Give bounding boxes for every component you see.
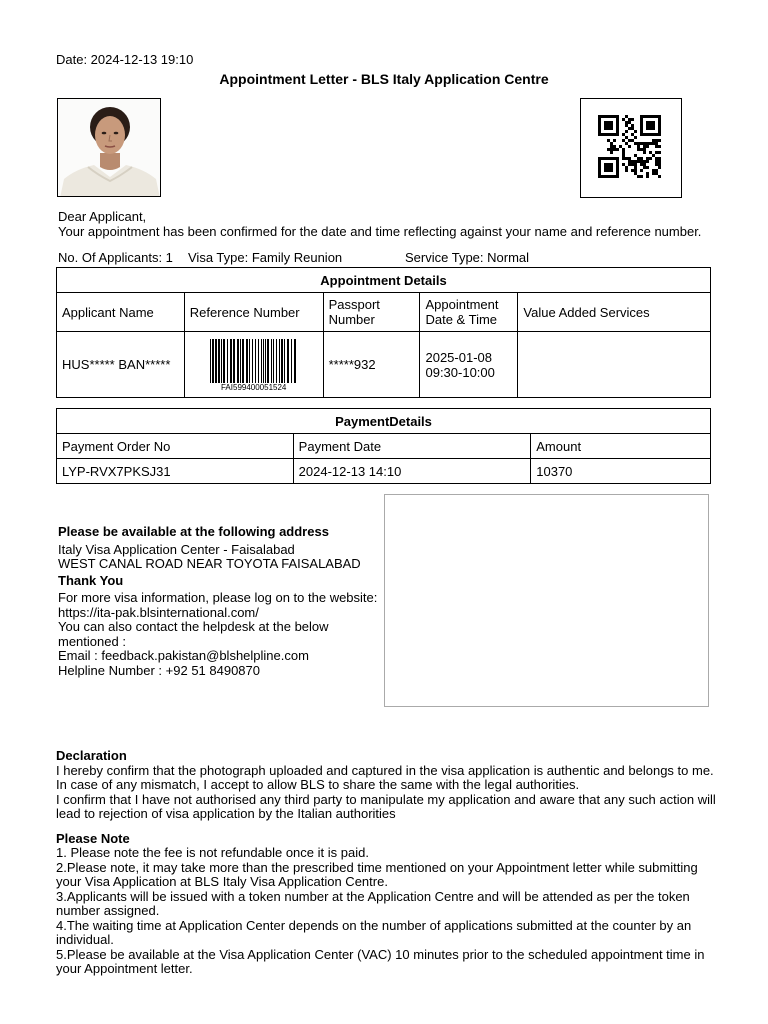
appointment-datetime <box>420 332 518 398</box>
declaration-text: I hereby confirm that the photograph uploaded and captured in the visa application is authentic and belongs to me. In case of any mismatch, I accept to allow BLS to share the same with the legal authorities. <box>56 762 714 792</box>
service-type: Service Type: Normal <box>405 250 530 265</box>
center-address: WEST CANAL ROAD NEAR TOYOTA FAISALABAD <box>58 556 361 571</box>
appointment-table <box>56 267 711 398</box>
note-item: 1. Please note the fee is not refundable once it is paid. <box>56 845 369 860</box>
passport-number: *****932 <box>323 332 420 398</box>
note-item: 3.Applicants will be issued with a token number at the Application Centre and will be attended as per the token number assigned. <box>56 888 690 918</box>
table-row <box>57 459 711 484</box>
declaration-block <box>56 749 718 977</box>
page-title: Appointment Letter - BLS Italy Application Centre <box>219 71 549 87</box>
email-contact[interactable]: Email : feedback.pakistan@blshelpline.com <box>58 648 309 663</box>
reference-cell <box>184 332 323 398</box>
table-row <box>57 332 711 398</box>
summary-row <box>58 250 738 266</box>
appointment-date: 2025-01-08 <box>425 349 492 365</box>
barcode-icon <box>208 339 300 383</box>
letter-date: Date: 2024-12-13 19:10 <box>56 52 194 67</box>
center-name: Italy Visa Application Center - Faisalabad <box>58 541 295 557</box>
qr-code <box>580 98 682 198</box>
reference-number: FAI599400051524 <box>220 382 287 392</box>
note-item: 5.Please be available at the Visa Application Center (VAC) 10 minutes prior to the scheduled appointment time in your Appointment letter. <box>56 946 705 976</box>
column-header: Payment Date <box>293 434 531 459</box>
applicant-photo <box>57 98 161 197</box>
confirmation-message: Your appointment has been confirmed for the date and time reflecting against your name and reference number. <box>58 224 702 239</box>
greeting-block <box>58 209 701 239</box>
note-heading: Please Note <box>56 830 130 846</box>
greeting: Dear Applicant, <box>58 209 147 224</box>
declaration-text: I confirm that I have not authorised any third party to manipulate my application and aware that any such action will lead to rejection of visa application by the Italian authorities <box>56 791 716 821</box>
value-added-services <box>518 332 711 398</box>
payment-table <box>56 408 711 484</box>
column-header: Value Added Services <box>518 293 711 332</box>
qr-code-icon <box>581 99 681 197</box>
column-header: Passport Number <box>323 293 420 332</box>
address-heading: Please be available at the following address <box>58 524 329 539</box>
column-header: Applicant Name <box>57 293 185 332</box>
applicants-count: No. Of Applicants: 1 <box>58 250 173 265</box>
helpline-contact: Helpline Number : +92 51 8490870 <box>58 662 261 678</box>
website-link[interactable]: https://ita-pak.blsinternational.com/ <box>58 604 259 620</box>
note-item: 2.Please note, it may take more than the prescribed time mentioned on your Appointment letter while submitting your Visa Application at BLS Italy Visa Application Centre. <box>56 859 698 889</box>
column-header: Reference Number <box>184 293 323 332</box>
column-header: Amount <box>531 434 711 459</box>
payment-date: 2024-12-13 14:10 <box>293 459 531 484</box>
column-header: Appointment Date & Time <box>420 293 518 332</box>
address-block <box>58 525 388 678</box>
info-text: For more visa information, please log on to the website: <box>58 590 378 605</box>
thank-you: Thank You <box>58 572 124 588</box>
payment-table-heading: PaymentDetails <box>57 409 711 434</box>
map-box <box>384 494 709 707</box>
applicant-name: HUS***** BAN***** <box>57 332 185 398</box>
payment-order-no: LYP-RVX7PKSJ31 <box>57 459 294 484</box>
column-header: Payment Order No <box>57 434 294 459</box>
note-item: 4.The waiting time at Application Center depends on the number of applications submitted at the counter by an individual. <box>56 917 692 947</box>
visa-type: Visa Type: Family Reunion <box>188 250 343 265</box>
applicant-photo-image <box>58 99 161 197</box>
declaration-heading: Declaration <box>56 748 127 763</box>
appointment-time: 09:30-10:00 <box>425 364 495 380</box>
helpdesk-text: You can also contact the helpdesk at the below mentioned : <box>58 619 329 649</box>
appointment-table-heading: Appointment Details <box>57 268 711 293</box>
payment-amount: 10370 <box>531 459 711 484</box>
